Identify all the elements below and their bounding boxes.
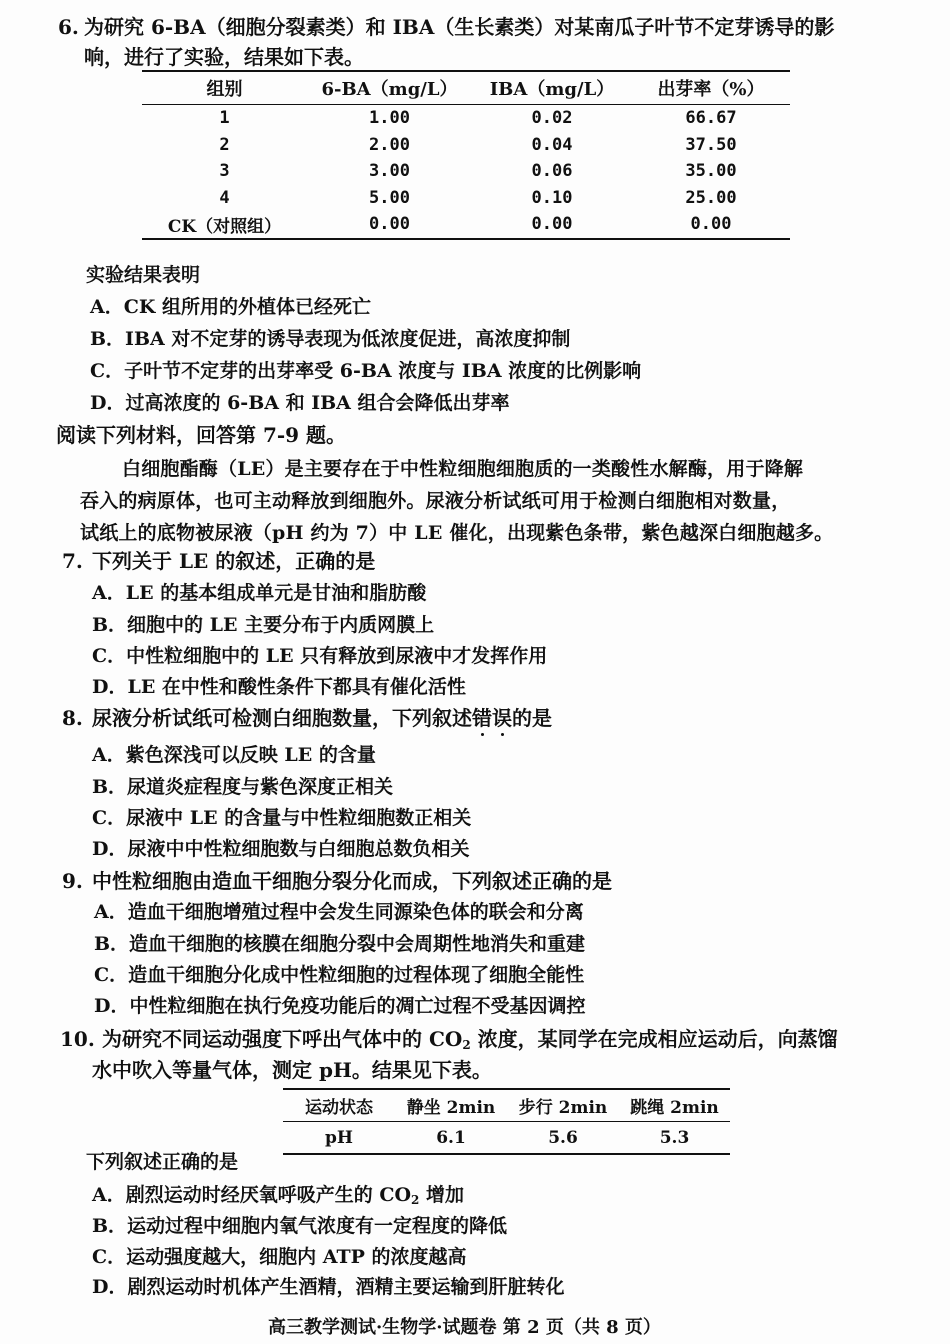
table-cell: 0.00 xyxy=(369,214,410,235)
q9-option-a: A．造血干细胞增殖过程中会发生同源染色体的联会和分离 xyxy=(94,901,584,923)
header-walking: 步行 2min xyxy=(518,1098,608,1118)
table-row xyxy=(283,1122,730,1153)
table-cell: CK（对照组） xyxy=(167,216,282,237)
reading-line-3: 试纸上的底物被尿液（pH 约为 7）中 LE 催化，出现紫色条带，紫色越深白细胞越多。 xyxy=(80,522,834,544)
table-cell: 5.00 xyxy=(369,187,410,208)
table-cell: 0.02 xyxy=(531,108,573,129)
reading-line-2: 吞入的病原体，也可主动释放到细胞外。尿液分析试纸可用于检测白细胞相对数量， xyxy=(80,490,791,512)
question-8-number: 8. xyxy=(62,706,83,730)
q10-option-a xyxy=(92,1180,464,1215)
table-bottom-rule xyxy=(283,1153,730,1155)
table-cell: 0.00 xyxy=(690,214,732,235)
table-header-row xyxy=(142,72,790,104)
table-cell: 1.00 xyxy=(369,108,410,129)
header-rope-skipping: 跳绳 2min xyxy=(630,1098,719,1118)
header-sprout-rate: 出芽率（%） xyxy=(657,79,765,100)
header-exercise-state: 运动状态 xyxy=(305,1098,373,1118)
q6-option-a: A．CK 组所用的外植体已经死亡 xyxy=(90,296,371,318)
question-6-lead: 实验结果表明 xyxy=(86,264,201,286)
table-cell: 0.06 xyxy=(531,161,573,182)
q7-option-a: A．LE 的基本组成单元是甘油和脂肪酸 xyxy=(92,582,427,604)
header-iba: IBA（mg/L） xyxy=(489,79,615,100)
q10-ph-table xyxy=(283,1088,730,1155)
question-10-stem-line2: 水中吹入等量气体，测定 pH。结果见下表。 xyxy=(92,1058,492,1082)
stem-text: 的是 xyxy=(512,706,552,730)
question-10-lead: 下列叙述正确的是 xyxy=(86,1151,239,1173)
table-cell: 5.6 xyxy=(548,1127,578,1148)
table-row xyxy=(142,211,790,238)
q7-option-c: C．中性粒细胞中的 LE 只有释放到尿液中才发挥作用 xyxy=(92,645,548,667)
table-cell: 3 xyxy=(219,161,230,182)
question-9-stem: 中性粒细胞由造血干细胞分裂分化而成，下列叙述正确的是 xyxy=(92,869,612,893)
table-header-row xyxy=(283,1090,730,1121)
q10-option-b: B．运动过程中细胞内氧气浓度有一定程度的降低 xyxy=(92,1215,508,1237)
emphasis-char: 误 xyxy=(492,706,512,730)
q10-option-d: D．剧烈运动时机体产生酒精，酒精主要运输到肝脏转化 xyxy=(92,1276,565,1298)
question-7-number: 7. xyxy=(62,549,83,573)
emphasis-char: 错 xyxy=(472,706,492,730)
question-6-number: 6. xyxy=(58,15,79,39)
table-cell: 25.00 xyxy=(685,187,737,208)
q9-option-c: C．造血干细胞分化成中性粒细胞的过程体现了细胞全能性 xyxy=(94,964,585,986)
stem-text: 为研究不同运动强度下呼出气体中的 CO xyxy=(102,1027,463,1051)
option-text: A．剧烈运动时经厌氧呼吸产生的 CO xyxy=(92,1184,412,1206)
table-cell: 2 xyxy=(219,134,230,155)
question-10-number: 10. xyxy=(60,1027,95,1051)
q8-option-a: A．紫色深浅可以反映 LE 的含量 xyxy=(92,744,376,766)
q6-results-table xyxy=(142,70,790,240)
header-group: 组别 xyxy=(206,79,243,100)
table-cell: 0.00 xyxy=(531,214,573,235)
page-footer: 高三教学测试·生物学·试题卷 第 2 页（共 8 页） xyxy=(268,1317,661,1338)
table-cell: 1 xyxy=(219,108,230,129)
q8-option-b: B．尿道炎症程度与紫色深度正相关 xyxy=(92,776,394,798)
table-cell: 3.00 xyxy=(369,161,410,182)
q7-option-d: D．LE 在中性和酸性条件下都具有催化活性 xyxy=(92,676,466,698)
q6-option-d: D．过高浓度的 6-BA 和 IBA 组合会降低出芽率 xyxy=(90,392,510,414)
option-text: 增加 xyxy=(419,1184,465,1206)
table-cell: 6.1 xyxy=(436,1127,466,1148)
question-6-stem-line1: 为研究 6-BA（细胞分裂素类）和 IBA（生长素类）对某南瓜子叶节不定芽诱导的影 xyxy=(84,15,835,39)
table-cell: 2.00 xyxy=(369,134,410,155)
subscript: 2 xyxy=(462,1038,471,1052)
header-sitting: 静坐 2min xyxy=(406,1098,496,1118)
table-cell: 5.3 xyxy=(659,1127,690,1148)
question-6-stem-line2: 响，进行了实验，结果如下表。 xyxy=(84,45,364,69)
table-cell: pH xyxy=(325,1127,353,1148)
table-cell: 4 xyxy=(219,187,230,208)
table-cell: 0.10 xyxy=(531,187,573,208)
reading-line-1: 白细胞酯酶（LE）是主要存在于中性粒细胞细胞质的一类酸性水解酶，用于降解 xyxy=(122,458,804,480)
q8-option-d: D．尿液中中性粒细胞数与白细胞总数负相关 xyxy=(92,838,470,860)
table-row xyxy=(142,158,790,185)
stem-text: 尿液分析试纸可检测白细胞数量，下列叙述 xyxy=(92,706,472,730)
question-7-stem: 下列关于 LE 的叙述，正确的是 xyxy=(92,549,376,573)
q7-option-b: B．细胞中的 LE 主要分布于内质网膜上 xyxy=(92,614,435,636)
q8-option-c: C．尿液中 LE 的含量与中性粒细胞数正相关 xyxy=(92,807,472,829)
table-row xyxy=(142,132,790,159)
q10-option-c: C．运动强度越大，细胞内 ATP 的浓度越高 xyxy=(92,1246,467,1268)
table-cell: 0.04 xyxy=(531,134,573,155)
q6-option-c: C．子叶节不定芽的出芽率受 6-BA 浓度与 IBA 浓度的比例影响 xyxy=(90,360,642,382)
table-bottom-rule xyxy=(142,238,790,240)
table-cell: 66.67 xyxy=(685,108,737,129)
table-cell: 37.50 xyxy=(685,134,737,155)
table-cell: 35.00 xyxy=(685,161,737,182)
q9-option-b: B．造血干细胞的核膜在细胞分裂中会周期性地消失和重建 xyxy=(94,933,586,955)
reading-intro: 阅读下列材料，回答第 7-9 题。 xyxy=(56,423,347,447)
q6-option-b: B．IBA 对不定芽的诱导表现为低浓度促进，高浓度抑制 xyxy=(90,328,571,350)
subscript: 2 xyxy=(411,1193,420,1207)
q9-option-d: D．中性粒细胞在执行免疫功能后的凋亡过程不受基因调控 xyxy=(94,995,586,1017)
question-9-number: 9. xyxy=(62,869,83,893)
header-6ba: 6-BA（mg/L） xyxy=(321,79,458,100)
question-8-stem xyxy=(92,703,552,733)
stem-text: 浓度，某同学在完成相应运动后，向蒸馏 xyxy=(470,1027,838,1051)
table-row xyxy=(142,185,790,212)
table-row xyxy=(142,105,790,132)
